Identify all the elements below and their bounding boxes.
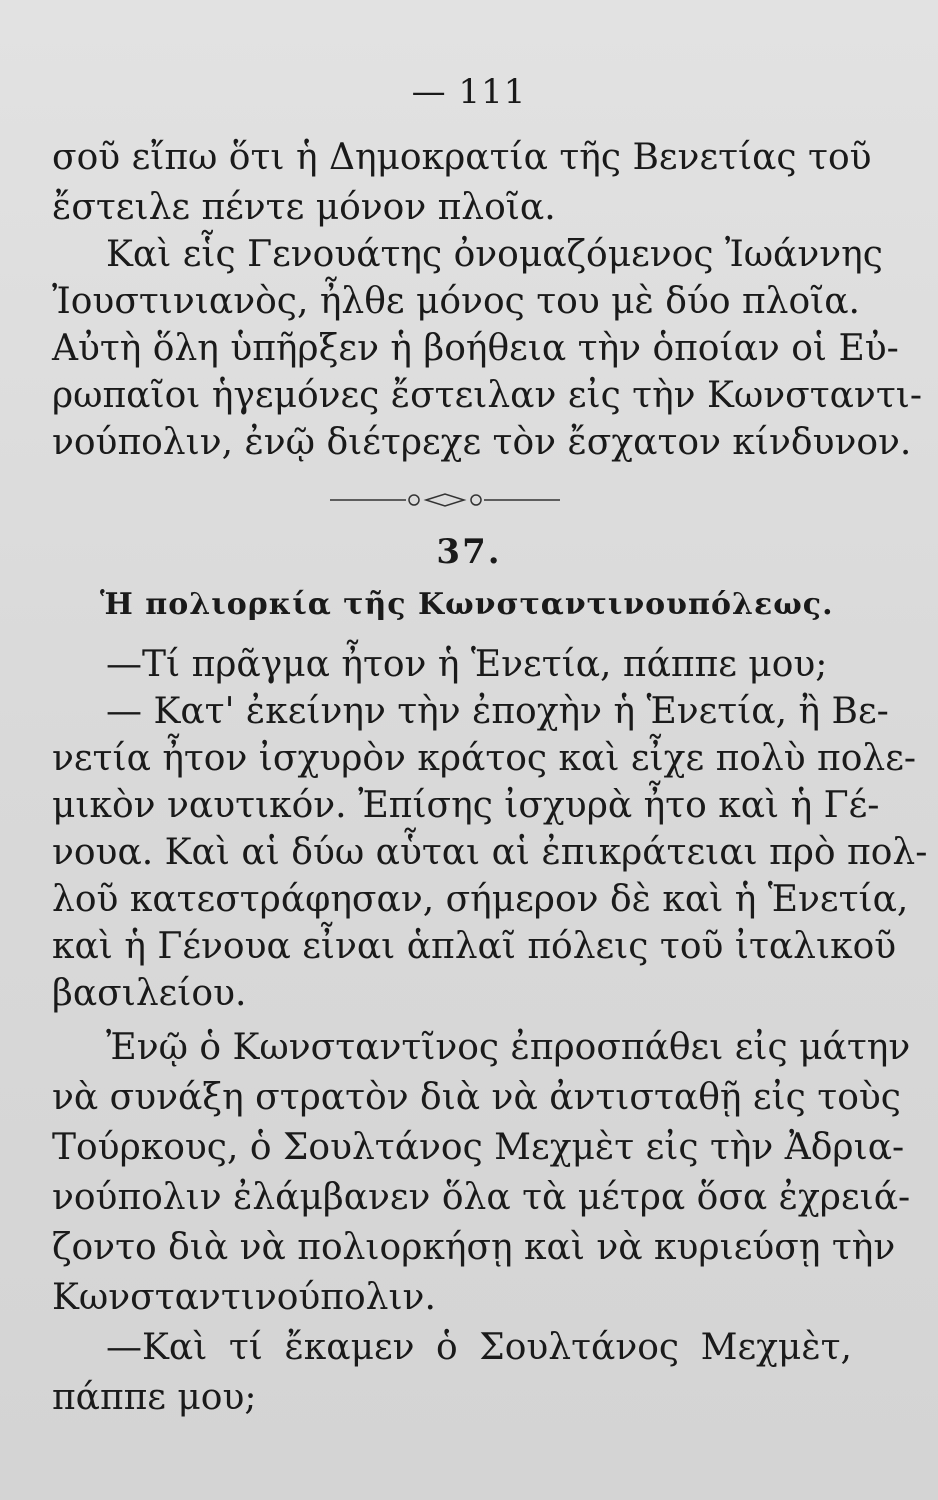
text-line: Κωνσταντινούπολιν. [52,1277,436,1318]
text-line: ζοντο διὰ νὰ πολιορκήσῃ καὶ νὰ κυριεύσῃ τὴν [52,1227,896,1268]
text-line: νετία ἦτον ἰσχυρὸν κράτος καὶ εἶχε πολὺ πολε- [52,738,917,779]
text-line: Καὶ εἷς Γενουάτης ὀνομαζόμενος Ἰωάννης [106,234,883,275]
text-line: πάππε μου; [52,1377,257,1418]
text-line: Αὐτὴ ὅλη ὑπῆρξεν ἡ βοήθεια τὴν ὁποίαν οἱ Εὐ- [52,328,899,369]
text-line: λοῦ κατεστράφησαν, σήμερον δὲ καὶ ἡ Ἑνετία, [52,879,909,920]
text-line: ἔστειλε πέντε μόνον πλοῖα. [52,187,556,228]
text-line: —Καὶ τί ἔκαμεν ὁ Σουλτάνος Μεχμὲτ, [106,1327,852,1368]
text-line: σοῦ εἴπω ὅτι ἡ Δημοκρατία τῆς Βενετίας τοῦ [52,137,872,178]
text-line: βασιλείου. [52,973,247,1014]
text-line: νούπολιν, ἐνῷ διέτρεχε τὸν ἔσχατον κίνδυνον. [52,422,912,463]
text-line: μικὸν ναυτικόν. Ἐπίσης ἰσχυρὰ ἦτο καὶ ἡ Γέ- [52,785,880,826]
section-number: 37. [436,532,502,572]
ornamental-divider [330,492,560,508]
text-line: νούπολιν ἐλάμβανεν ὅλα τὰ μέτρα ὅσα ἐχρειά- [52,1177,911,1218]
page-number: — 111 [411,72,527,112]
text-line: —Τί πρᾶγμα ἦτον ἡ Ἑνετία, πάππε μου; [106,644,828,685]
text-line: καὶ ἡ Γένουα εἶναι ἁπλαῖ πόλεις τοῦ ἰταλικοῦ [52,926,897,967]
text-line: νὰ συνάξη στρατὸν διὰ νὰ ἀντισταθῇ εἰς τοὺς [52,1077,901,1118]
text-line: ρωπαῖοι ἡγεμόνες ἔστειλαν εἰς τὴν Κωνσταντι- [52,375,923,416]
section-title: Ἡ πολιορκία τῆς Κωνσταντινουπόλεως. [100,587,834,622]
text-line: — Κατ' ἐκείνην τὴν ἐποχὴν ἡ Ἑνετία, ἢ Βε- [106,691,889,732]
text-line: Ἰουστινιανὸς, ἦλθε μόνος του μὲ δύο πλοῖα. [52,281,860,322]
text-line: Τούρκους, ὁ Σουλτάνος Μεχμὲτ εἰς τὴν Ἀδρια- [52,1127,905,1168]
text-line: Ἐνῷ ὁ Κωνσταντῖνος ἐπροσπάθει εἰς μάτην [106,1027,911,1068]
text-line: νουα. Καὶ αἱ δύω αὗται αἱ ἐπικράτειαι πρὸ πολ- [52,832,928,873]
